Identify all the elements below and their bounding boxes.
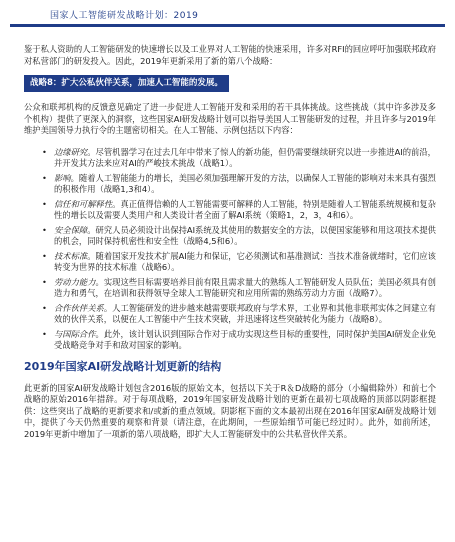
list-item-text: 尽管机器学习在过去几年中带来了惊人的新功能，但仍需要继续研究以进一步推进AI的前沿，并开发其方法来应对AI的严峻技术挑战（战略1）。 [54,146,436,168]
list-item-term: 信任和可解释性 [54,198,113,209]
strategy8-callout: 战略8：扩大公私伙伴关系，加速人工智能的发展。 [24,75,229,92]
list-item: • 合作伙伴关系。人工智能研发的进步越来越需要联邦政府与学术界，工业界和其他非联邦实体之间建立有效的伙伴关系，以便在人工智能中产生技术突破，并迅速将这些突破转化为能力（战略8）。 [42,302,436,324]
bullet-icon: • [42,198,47,209]
bullet-icon: • [42,146,47,157]
list-item-term: 影响 [54,172,71,183]
list-item: • 边缘研究。尽管机器学习在过去几年中带来了惊人的新功能，但仍需要继续研究以进一步推进AI的前沿，并开发其方法来应对AI的严峻技术挑战（战略1）。 [42,146,436,168]
list-item-text: 人工智能研发的进步越来越需要联邦政府与学术界，工业界和其他非联邦实体之间建立有效的伙伴关系，以便在人工智能中产生技术突破，并迅速将这些突破转化为能力（战略8）。 [54,302,436,324]
strategy8-paragraph: 公众和联邦机构的反馈意见确定了进一步促进人工智能开发和采用的若干具体挑战。这些挑战（其中许多涉及多个机构）提供了更深入的洞察，这些国家AI研发战略计划可以指导美国人工智能研发的过程，并且许多与2019年维护美国领导力执行令的主题密切相关。在人工智能、示例包括以下内容： [24,102,436,135]
challenge-list [24,147,436,352]
bullet-icon: • [42,224,47,235]
list-item-term: 安全保障 [54,224,88,235]
list-item: • 影响。随着人工智能能力的增长，美国必须加强理解开发的方法，以确保人工智能的影响对未来具有强烈的积极作用（战略1,3和4）。 [42,172,436,194]
list-item-term: 边缘研究 [54,146,88,157]
list-item: • 信任和可解释性。真正值得信赖的人工智能需要可解释的人工智能，特别是随着人工智能系统规模和复杂性的增长以及需要人类用户和人类设计者全面了解AI系统（策略1，2，3，4和6）。 [42,198,436,220]
list-item: • 安全保障。研究人员必须设计出保持AI系统及其使用的数据安全的方法，以便国家能够和用这项技术提供的机会，同时保持机密性和安全性（战略4,5和6）。 [42,224,436,246]
list-item-term: 劳动力能力 [54,276,96,287]
list-item-text: 随着人工智能能力的增长，美国必须加强理解开发的方法，以确保人工智能的影响对未来具有强烈的积极作用（战略1,3和4）。 [54,172,436,194]
bullet-icon: • [42,250,47,261]
list-item-term: 与国际合作 [54,328,96,339]
list-item: • 技术标准。随着国家开发技术扩展AI能力和保证，它必须测试和基准测试：当技术准备就绪时，它们应该转变为世界的技术标准（战略6）。 [42,250,436,272]
page-content [24,44,436,440]
section-paragraph: 此更新的国家AI研发战略计划包含2016版的原始文本，包括以下关于R＆D战略的部分（小编辑除外）和前七个战略的原始2016年措辞。对于每项战略，2019年国家研发战略计划的更新在最初七项战略的顶部以阴影框提供：这些突出了战略的更新要求和/或新的重点领域。阴影框下面的文本最初出现在2016年国家AI研发战略计划中，提供了今天仍然重要的观察和背景（请注意，在此期间，一些原始细节可能已经过时）。此外，如前所述，2019年更新中增加了一项新的第八项战略，即扩大人工智能研发中的公共私营伙伴关系。 [24,382,436,439]
bullet-icon: • [42,302,47,313]
list-item: • 劳动力能力。实现这些目标需要培养目前有限且需求量大的熟练人工智能研发人员队伍；美国必须具有创造力和勇气，在培训和获得领导全球人工智能研究和应用所需的熟练劳动力方面（战略7）。 [42,276,436,298]
bullet-icon: • [42,172,47,183]
list-item-text: 随着国家开发技术扩展AI能力和保证，它必须测试和基准测试：当技术准备就绪时，它们应该转变为世界的技术标准（战略6）。 [54,250,436,272]
bullet-icon: • [42,276,47,287]
list-item-text: 此外，该计划认识到国际合作对于成功实现这些目标的重要性，同时保护美国AI研发企业免受战略竞争对手和敌对国家的影响。 [54,328,436,350]
list-item-text: 实现这些目标需要培养目前有限且需求量大的熟练人工智能研发人员队伍；美国必须具有创造力和勇气，在培训和获得领导全球人工智能研究和应用所需的熟练劳动力方面（战略7）。 [54,276,436,298]
header-title: 国家人工智能研发战略计划：2019 [50,11,199,21]
list-item-term: 合作伙伴关系 [54,302,104,313]
list-item-text: 真正值得信赖的人工智能需要可解释的人工智能，特别是随着人工智能系统规模和复杂性的增长以及需要人类用户和人类设计者全面了解AI系统（策略1，2，3，4和6）。 [54,198,436,220]
list-item-text: 研究人员必须设计出保持AI系统及其使用的数据安全的方法，以便国家能够和用这项技术提供的机会，同时保持机密性和安全性（战略4,5和6）。 [54,224,436,246]
header-rule [10,24,445,27]
page-header [0,0,455,30]
section-title: 2019年国家AI研发战略计划更新的结构 [24,359,222,373]
list-item: • 与国际合作。此外，该计划认识到国际合作对于成功实现这些目标的重要性，同时保护美国AI研发企业免受战略竞争对手和敌对国家的影响。 [42,328,436,350]
bullet-icon: • [42,328,47,339]
intro-paragraph: 鉴于私人资助的人工智能研发的快速增长以及工业界对人工智能的快速采用，许多对RFI的回应呼吁加强联邦政府对私营部门的研发投入。因此，2019年更新采用了新的第八个战略： [24,44,436,66]
list-item-term: 技术标准 [54,250,88,261]
